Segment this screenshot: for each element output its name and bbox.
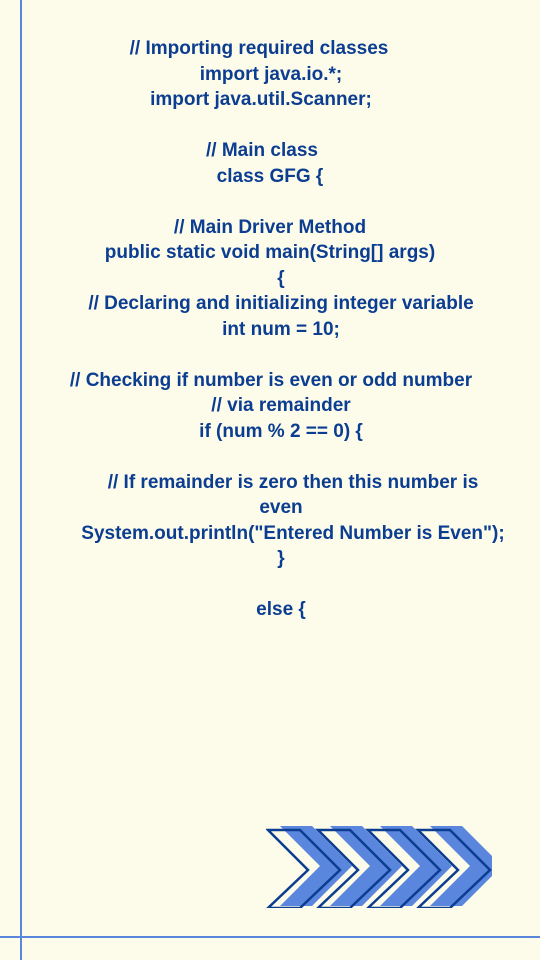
code-line: import java.util.Scanner; [150, 89, 372, 110]
code-block [22, 36, 540, 623]
code-line [22, 342, 540, 368]
code-line: public static void main(String[] args) [104, 242, 436, 263]
code-line: System.out.println("Entered Number is Even"); [81, 522, 505, 544]
chevron-arrows-decoration [266, 826, 492, 908]
code-line: int num = 10; [222, 318, 340, 340]
code-line: { [277, 267, 285, 289]
code-line [22, 444, 540, 470]
code-line [22, 572, 540, 598]
code-line: } [277, 548, 285, 569]
code-line: // Checking if number is even or odd number [69, 369, 473, 391]
code-line: import java.io.*; [199, 63, 343, 85]
code-line: class GFG { [216, 165, 324, 187]
code-line: // Main class [206, 140, 318, 161]
chevron-right-icon [268, 826, 352, 908]
code-line: // If remainder is zero then this number is [107, 471, 479, 493]
code-line: else { [256, 599, 306, 620]
code-line: even [259, 497, 303, 518]
frame-horizontal-line [0, 936, 540, 938]
code-line: if (num % 2 == 0) { [199, 420, 363, 442]
code-line: // via remainder [211, 395, 351, 416]
code-line: // Importing required classes [129, 38, 389, 59]
code-line: // Main Driver Method [173, 216, 367, 238]
code-line: // Declaring and initializing integer variable [88, 293, 474, 314]
code-line [22, 113, 540, 139]
code-line [22, 189, 540, 215]
